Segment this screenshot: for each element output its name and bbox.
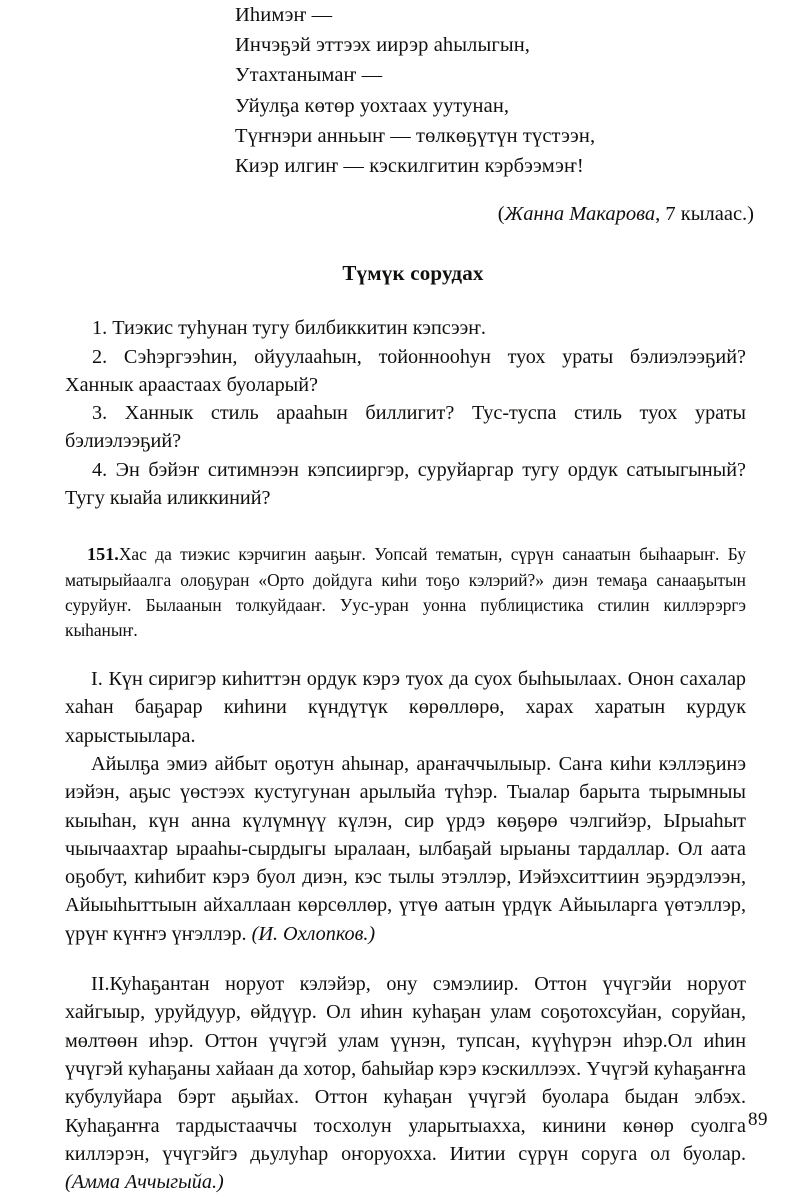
poem-block xyxy=(30,0,770,181)
passage-1-paragraph-2 xyxy=(65,750,746,948)
poem-line: Түҥнэри анньыҥ — төлкөҕүтүн түстээн, xyxy=(235,124,596,147)
passages-block xyxy=(30,665,770,1196)
question-item: 3. Ханнык стиль арааһын биллигит? Тус-туспа стиль туох ураты бэлиэлээҕий? xyxy=(65,402,746,453)
passage-2-text: II.Куһаҕантан норуот кэлэйэр, ону сэмэлиир. Оттон үчүгэйи норуот хайгыыр, уруйдуур, өйдүүр. Ол иһин куһаҕан улам соҕотохсуйан, соруйан, мөлтөөн иһэр. Оттон үчүгэй улам үүнэн, тупсан, күүһүрэн иһэр.Ол иһин үчүгэй куһаҕаны хайаан да хотор, баһыйар кэрэ кэскиллээх. Үчүгэй куһаҕаҥҥа кубулуйара бэрт аҕыйах. Оттон куһаҕан үчүгэй буолара быдан элбэх. Куһаҕаҥҥа тардыстааччы тосхолун уларытыахха, кинини көнөр суолга киллэрэн, үчүгэйгэ дьулуһар оҥоруохха. Иитии сүрүн соруга ол буолар. xyxy=(65,973,746,1165)
attribution-author: Жанна Макарова xyxy=(504,203,656,226)
poem-line: Иһимэҥ — xyxy=(235,4,333,26)
question-item: 2. Сэһэргээһин, ойуулааһын, тойоннооһун туох ураты бэлиэлээҕий? Ханнык араастаах буоларый? xyxy=(65,345,746,396)
question-item: 4. Эн бэйэҥ ситимнээн кэпсииргэр, суруйаргар тугу ордук сатыыгыный? Тугу кыайа иликкиний? xyxy=(65,458,746,509)
exercise-text: Хас да тиэкис кэрчигин ааҕыҥ. Уопсай тематын, сүрүн санаатын быһаарыҥ. Бу матырыйаалга олоҕуран «Орто дойдуга киһи тоҕо кэлэрий?» диэн темаҕа санааҕытын суруйуҥ. Былаанын толкуйдааҥ. Уус-уран уонна публицистика стилин киллэрэргэ кыһаныҥ. xyxy=(65,544,746,640)
question-item: 1. Тиэкис туһунан тугу билбиккитин кэпсээҥ. xyxy=(92,317,486,340)
attribution-rest: , 7 кылаас.) xyxy=(655,203,754,226)
attribution-open-paren: ( xyxy=(497,203,505,226)
questions-list xyxy=(30,314,770,512)
poem-line: Инчэҕэй эттээх иирэр аһылыгын, xyxy=(235,34,531,57)
passage-separator xyxy=(65,948,746,970)
passage-1-text: Айылҕа эмиэ айбыт оҕотун аһынар, араҥаччылыыр. Саҥа киһи кэллэҕинэ иэйэн, аҕыс үөстээх кустугунан арылыйа түһэр. Тыалар барыта тырымныы кыыһан, күн анна күлүмнүү күлэн, сир үрдэ көҕөрө чэлгийэр, Ырыаһыт чыычаахтар ырааһы-сырдыгы ыралаан, ылбаҕай ырыаны тардаллар. Ол аата оҕобут, киһибит кэрэ буол диэн, кэс тылы этэллэр, Иэйэхситтиин эҕэрдэлээн, Айыыһыттыын айхаллаан көрсөллөр, үтүө аатын үрдүк Айыыларга үөтэллэр, үрүҥ күҥҥэ үҥэллэр. xyxy=(65,753,746,945)
passage-1-paragraph-1: I. Күн сиригэр киһиттэн ордук кэрэ туох да суох быһыылаах. Онон сахалар хаһан баҕарар киһини күндүтүк көрөллөрө, харах харатын курдук харыстыылара. xyxy=(65,668,746,747)
poem-attribution xyxy=(30,201,770,227)
page-number: 89 xyxy=(748,1109,768,1130)
exercise-151 xyxy=(30,542,770,643)
passage-2-paragraph-1 xyxy=(65,970,746,1196)
poem-line: Утахтанымаҥ — xyxy=(235,64,383,87)
passage-1-source: (И. Охлопков.) xyxy=(251,922,376,945)
poem-line: Уйулҕа көтөр уохтаах уутунан, xyxy=(235,94,510,117)
exercise-number: 151. xyxy=(87,544,119,565)
section-title: Түмүк сорудах xyxy=(342,261,484,286)
poem-line: Киэр илгиҥ — кэскилгитин кэрбээмэҥ! xyxy=(235,155,584,178)
passage-2-source: (Амма Аччыгыйа.) xyxy=(65,1171,224,1194)
